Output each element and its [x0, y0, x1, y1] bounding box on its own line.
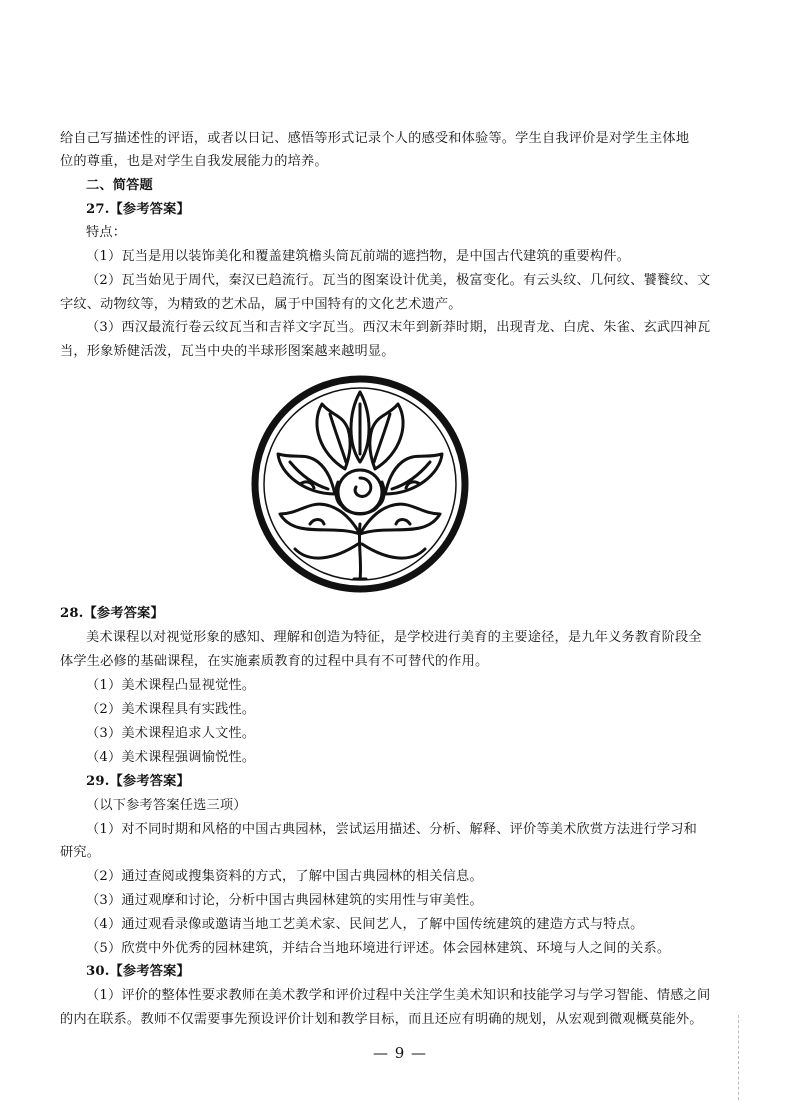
text-line: （2）美术课程具有实践性。 — [86, 702, 256, 717]
section-heading: 二、简答题 — [86, 178, 153, 193]
text-line: （4）美术课程强调愉悦性。 — [86, 750, 256, 765]
text-line: （1）评价的整体性要求教师在美术教学和评价过程中关注学生美术知识和技能学习与学习智能、情感之间 — [86, 988, 711, 1003]
text-line: 字纹、动物纹等，为精致的艺术品，属于中国特有的文化艺术遗产。 — [60, 297, 462, 312]
text-line: 位的尊重，也是对学生自我发展能力的培养。 — [60, 154, 328, 169]
page-number: — 9 — — [372, 1044, 428, 1062]
text-line: 研究。 — [60, 845, 101, 860]
text-line: 特点： — [86, 225, 127, 240]
text-line: （4）通过观看录像或邀请当地工艺美术家、民间艺人，了解中国传统建筑的建造方式与特点。 — [86, 917, 644, 932]
lotus-roundel-icon — [250, 374, 470, 594]
text-line: （5）欣赏中外优秀的园林建筑，并结合当地环境进行评述。体会园林建筑、环境与人之间的关系。 — [86, 941, 671, 956]
text-line: 的内在联系。教师不仅需要事先预设评价计划和教学目标，而且还应有明确的规划，从宏观到微观概莫能外。 — [60, 1012, 703, 1027]
text-line: （3）通过观摩和讨论，分析中国古典园林建筑的实用性与审美性。 — [86, 893, 483, 908]
question-heading-27: 27.【参考答案】 — [86, 202, 190, 217]
text-line: 给自己写描述性的评语，或者以日记、感悟等形式记录个人的感受和体验等。学生自我评价是对学生主体地 — [60, 131, 690, 146]
text-line: （3）美术课程追求人文性。 — [86, 726, 256, 741]
question-heading-29: 29.【参考答案】 — [86, 774, 190, 789]
text-line: （1）瓦当是用以装饰美化和覆盖建筑檐头筒瓦前端的遮挡物，是中国古代建筑的重要构件。 — [86, 249, 631, 264]
question-heading-30: 30.【参考答案】 — [86, 964, 190, 979]
text-line: （1）美术课程凸显视觉性。 — [86, 678, 256, 693]
text-line: （3）西汉最流行卷云纹瓦当和吉祥文字瓦当。西汉末年到新莽时期，出现青龙、白虎、朱雀、玄武四神瓦 — [86, 320, 711, 335]
text-line: 美术课程以对视觉形象的感知、理解和创造为特征，是学校进行美育的主要途径，是九年义务教育阶段全 — [86, 630, 702, 645]
question-heading-28: 28.【参考答案】 — [60, 606, 164, 621]
text-line: （2）通过查阅或搜集资料的方式，了解中国古典园林的相关信息。 — [86, 869, 483, 884]
scan-edge-mark — [738, 1015, 740, 1100]
text-line: （2）瓦当始见于周代，秦汉已趋流行。瓦当的图案设计优美，极富变化。有云头纹、几何纹、饕餮纹、文 — [86, 273, 711, 288]
text-line: （1）对不同时期和风格的中国古典园林，尝试运用描述、分析、解释、评价等美术欣赏方法进行学习和 — [86, 822, 698, 837]
text-line: （以下参考答案任选三项） — [86, 798, 247, 813]
text-line: 当，形象矫健活泼，瓦当中央的半球形图案越来越明显。 — [60, 344, 395, 359]
text-line: 体学生必修的基础课程，在实施素质教育的过程中具有不可替代的作用。 — [60, 654, 489, 669]
